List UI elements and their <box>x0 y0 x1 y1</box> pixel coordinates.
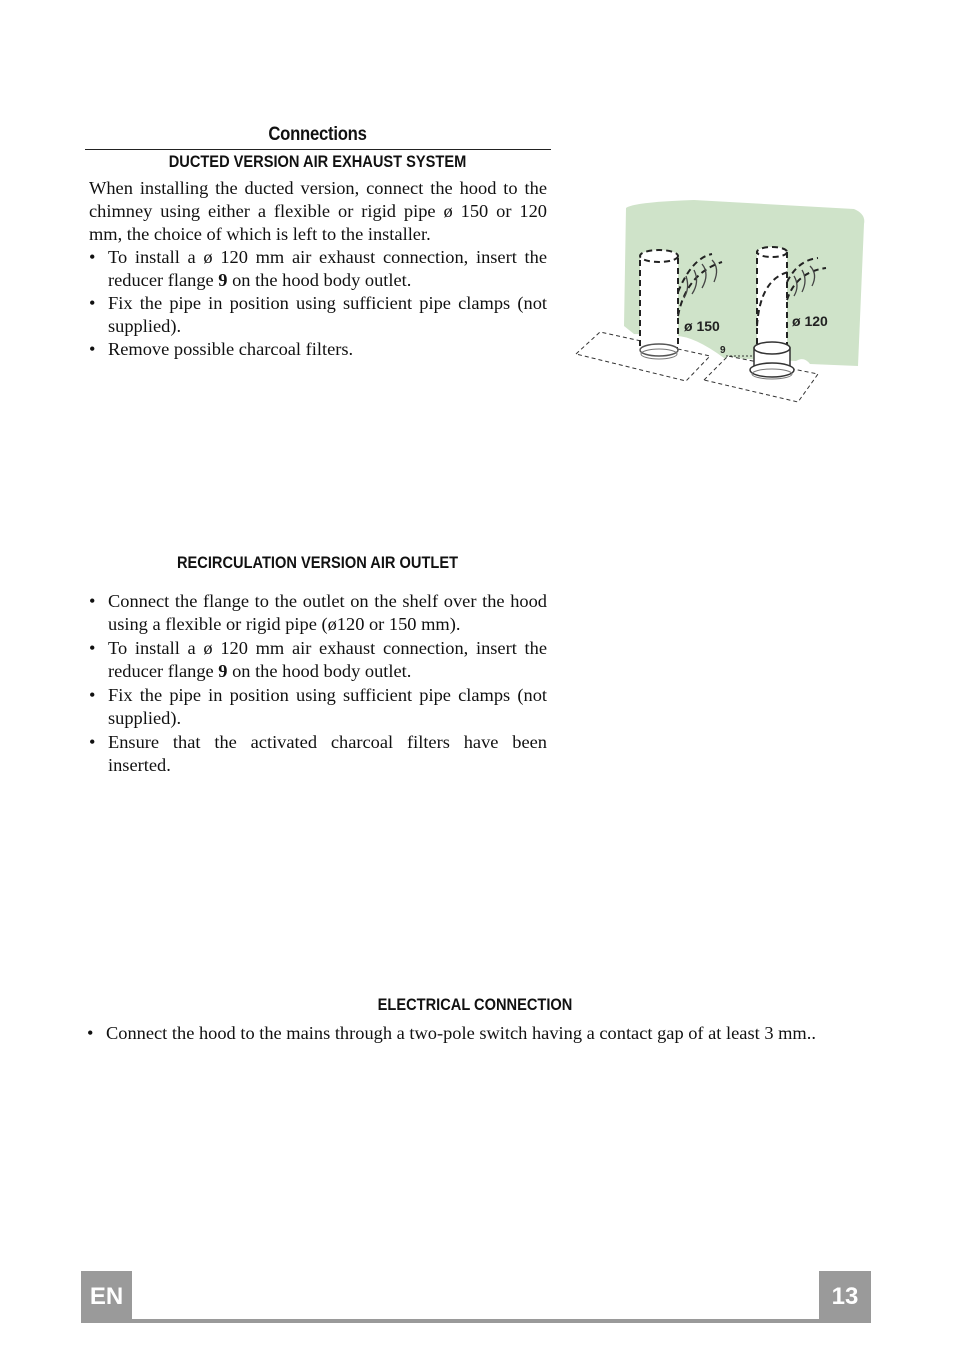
right-rigid-pipe <box>757 252 787 348</box>
duct-connection-figure <box>574 196 868 406</box>
list-item: • Remove possible charcoal filters. <box>89 338 547 361</box>
list-item: • Connect the flange to the outlet on the shelf over the hood using a flexible or rigid pipe (ø120 or 150 mm). <box>89 590 547 636</box>
ducted-intro: When installing the ducted version, connect the hood to the chimney using either a flexible or rigid pipe ø 150 or 120 mm, the choice of which is left to the installer. <box>89 178 547 244</box>
heading-divider <box>85 149 551 150</box>
ducted-bullet-list <box>89 246 547 361</box>
electrical-bullet-list <box>87 1022 864 1045</box>
left-rigid-pipe <box>640 256 678 348</box>
list-item: • Fix the pipe in position using sufficient pipe clamps (not supplied). <box>89 292 547 338</box>
ducted-section-title: DUCTED VERSION AIR EXHAUST SYSTEM <box>168 152 467 171</box>
list-item: • To install a ø 120 mm air exhaust connection, insert the reducer flange 9 on the hood body outlet. <box>89 246 547 292</box>
label-120: ø 120 <box>792 313 828 329</box>
recirculation-section-title: RECIRCULATION VERSION AIR OUTLET <box>176 553 459 572</box>
footer-rule <box>81 1319 871 1323</box>
list-item: • Ensure that the activated charcoal filters have been inserted. <box>89 731 547 777</box>
label-150: ø 150 <box>684 318 720 334</box>
page-number: 13 <box>819 1271 871 1323</box>
list-item: • Connect the hood to the mains through a two-pole switch having a contact gap of at least 3 mm.. <box>87 1022 864 1045</box>
page-heading: Connections <box>268 124 367 145</box>
list-item: • To install a ø 120 mm air exhaust connection, insert the reducer flange 9 on the hood body outlet. <box>89 637 547 683</box>
language-tag: EN <box>81 1271 132 1323</box>
ducted-section-body <box>89 177 547 361</box>
electrical-section-title: ELECTRICAL CONNECTION <box>377 995 573 1014</box>
recirculation-bullet-list <box>89 590 547 777</box>
label-flange: 9 <box>720 345 726 356</box>
list-item: • Fix the pipe in position using sufficient pipe clamps (not supplied). <box>89 684 547 730</box>
